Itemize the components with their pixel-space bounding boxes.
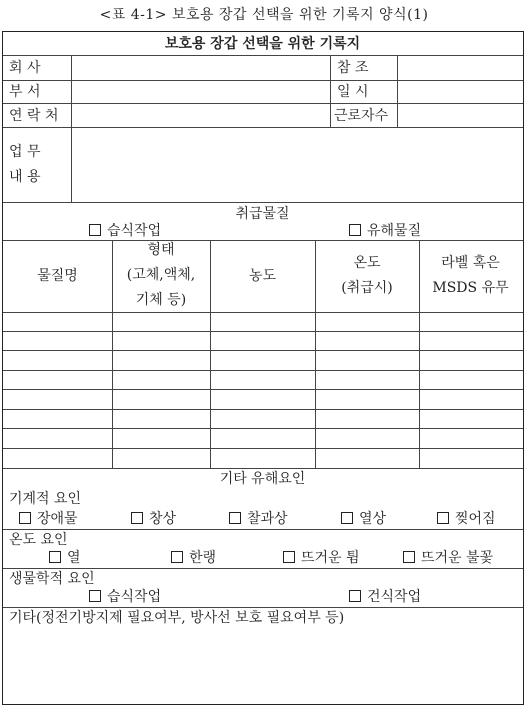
temperature-hot-flame-checkbox[interactable]: 뜨거운 불꽃 xyxy=(403,549,493,567)
reference-label: 참 조 xyxy=(337,60,369,76)
contact-label: 연 락 처 xyxy=(9,108,59,124)
col-label-line-2: MSDS 유무 xyxy=(432,280,509,296)
table-row xyxy=(3,331,523,332)
glove-selection-form xyxy=(2,31,524,705)
col-concentration: 농도 xyxy=(248,268,277,284)
handling-header: 취급물질 xyxy=(235,206,290,222)
divider xyxy=(112,240,113,468)
divider xyxy=(3,568,523,569)
etc-label: 기타(정전기방지제 필요여부, 방사선 보호 필요여부 등) xyxy=(9,610,345,626)
workers-label: 근로자수 xyxy=(334,108,389,124)
biological-dry-work-checkbox[interactable]: 건식작업 xyxy=(349,588,421,606)
checkbox-box xyxy=(131,512,143,524)
divider xyxy=(397,55,398,127)
other-hazards-header: 기타 유해요인 xyxy=(219,471,306,487)
divider xyxy=(3,80,523,81)
company-label: 회 사 xyxy=(9,60,41,76)
table-row xyxy=(3,389,523,390)
col-form-line-1: 형태 xyxy=(147,242,175,258)
checkbox-box xyxy=(229,512,241,524)
checkbox-box xyxy=(437,512,449,524)
mechanical-obstacle-checkbox[interactable]: 장애물 xyxy=(19,510,78,528)
divider xyxy=(3,607,523,608)
date-label: 일 시 xyxy=(337,84,369,100)
divider xyxy=(3,55,523,56)
table-row xyxy=(3,428,523,429)
checkbox-box xyxy=(89,590,101,602)
col-substance-name: 물질명 xyxy=(37,268,78,284)
temperature-hot-splash-checkbox[interactable]: 뜨거운 튐 xyxy=(283,549,360,567)
temperature-label: 온도 요인 xyxy=(9,532,68,548)
checkbox-box xyxy=(403,551,415,563)
divider xyxy=(71,55,72,202)
handling-hazardous-checkbox[interactable]: 유해물질 xyxy=(349,222,421,240)
divider xyxy=(330,55,331,127)
col-temp-line-2: (취급시) xyxy=(341,280,393,296)
mechanical-tear-checkbox[interactable]: 찢어짐 xyxy=(437,510,496,528)
mechanical-wound-checkbox[interactable]: 창상 xyxy=(131,510,176,528)
divider xyxy=(315,240,316,468)
biological-wet-work-checkbox[interactable]: 습식작업 xyxy=(89,588,161,606)
checkbox-box xyxy=(171,551,183,563)
divider xyxy=(419,240,420,468)
checkbox-box xyxy=(19,512,31,524)
checkbox-box xyxy=(89,224,101,236)
temperature-heat-checkbox[interactable]: 열 xyxy=(49,549,81,567)
duty-label-line-1: 업 무 xyxy=(9,144,41,160)
divider xyxy=(3,529,523,530)
form-title: 보호용 장갑 선택을 위한 기록지 xyxy=(164,36,361,52)
divider xyxy=(3,103,523,104)
temperature-cold-checkbox[interactable]: 한랭 xyxy=(171,549,216,567)
biological-label: 생물학적 요인 xyxy=(9,571,95,587)
divider xyxy=(3,312,523,313)
checkbox-box xyxy=(283,551,295,563)
checkbox-box xyxy=(349,224,361,236)
checkbox-box xyxy=(341,512,353,524)
table-row xyxy=(3,448,523,449)
divider xyxy=(210,240,211,468)
divider xyxy=(3,127,523,128)
handling-wet-work-checkbox[interactable]: 습식작업 xyxy=(89,222,161,240)
col-form-line-2: (고체,액체, xyxy=(126,267,196,283)
table-row xyxy=(3,370,523,371)
divider xyxy=(3,202,523,203)
table-caption: <표 4-1> 보호용 장갑 선택을 위한 기록지 양식(1) xyxy=(99,7,429,23)
mechanical-abrasion-checkbox[interactable]: 찰과상 xyxy=(229,510,288,528)
col-label-line-1: 라벨 혹은 xyxy=(441,255,500,271)
table-row xyxy=(3,350,523,351)
divider xyxy=(3,240,523,241)
department-label: 부 서 xyxy=(9,84,41,100)
divider xyxy=(3,468,523,469)
mechanical-laceration-checkbox[interactable]: 열상 xyxy=(341,510,386,528)
col-form-line-3: 기체 등) xyxy=(135,292,187,308)
checkbox-box xyxy=(49,551,61,563)
checkbox-box xyxy=(349,590,361,602)
table-row xyxy=(3,409,523,410)
mechanical-label: 기계적 요인 xyxy=(9,491,82,507)
col-temp-line-1: 온도 xyxy=(353,255,381,271)
duty-label-line-2: 내 용 xyxy=(9,169,41,185)
